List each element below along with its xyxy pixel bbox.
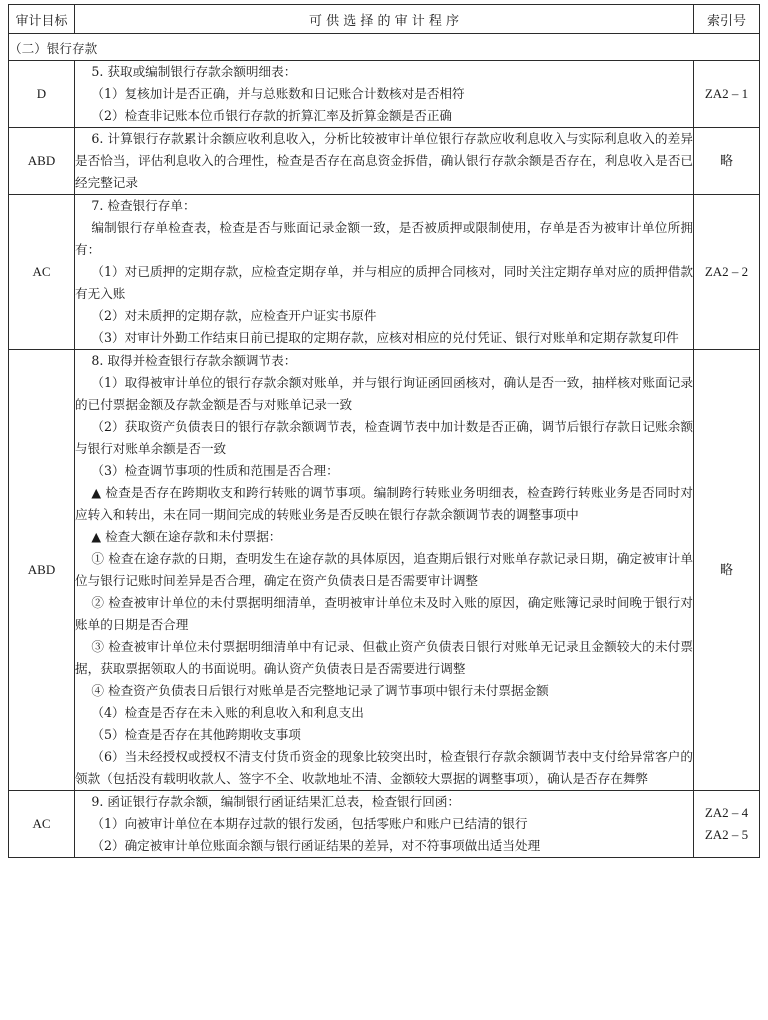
table-row	[9, 350, 760, 791]
procedure-line: （3）检查调节事项的性质和范围是否合理：	[91, 463, 339, 478]
procedure-line: 9. 函证银行存款余额，编制银行函证结果汇总表，检查银行回函：	[91, 794, 461, 809]
procedure-line: （5）检查是否存在其他跨期收支事项	[91, 727, 301, 742]
reference-cell	[694, 61, 760, 128]
procedure-cell	[75, 128, 694, 195]
procedure-line: （4）检查是否存在未入账的利息收入和利息支出	[91, 705, 364, 720]
procedure-line: （6）当未经授权或授权不清支付货币资金的现象比较突出时，检查银行存款余额调节表中支付给异常客户的领款（包括没有载明收款人、签字不全、收款地址不清、金额较大票据的调整事项），确认是否存在舞弊	[75, 749, 693, 786]
reference-number: ZA2 – 2	[704, 264, 749, 279]
procedure-line: ▲ 检查是否存在跨期收支和跨行转账的调节事项。编制跨行转账业务明细表，检查跨行转账业务是否同时对应转入和转出，未在同一期间完成的转账业务是否反映在银行存款余额调节表的调整事项中	[75, 485, 693, 522]
audit-goal-cell: AC	[9, 195, 75, 350]
procedure-line: ▲ 检查大额在途存款和未付票据：	[91, 529, 282, 544]
reference-number: 略	[719, 562, 733, 577]
procedure-line: （1）取得被审计单位的银行存款余额对账单，并与银行询证函回函核对，确认是否一致，抽样核对账面记录的已付票据金额及存款金额是否与对账单记录一致	[75, 375, 693, 412]
procedure-line: （2）确定被审计单位账面余额与银行函证结果的差异，对不符事项做出适当处理	[91, 838, 541, 853]
section-title: （二）银行存款	[9, 34, 760, 61]
audit-goal-cell: ABD	[9, 128, 75, 195]
procedure-line: （1）复核加计是否正确，并与总账数和日记账合计数核对是否相符	[91, 86, 465, 101]
procedure-line: 8. 取得并检查银行存款余额调节表：	[91, 353, 297, 368]
table-row	[9, 61, 760, 128]
header-procedure: 可 供 选 择 的 审 计 程 序	[75, 5, 694, 34]
table-row	[9, 791, 760, 858]
audit-goal-cell: D	[9, 61, 75, 128]
procedure-line: ① 检查在途存款的日期，查明发生在途存款的具体原因，追查期后银行对账单存款记录日期，确定被审计单位与银行记账时间差异是否合理，确定在资产负债表日是否需要审计调整	[75, 551, 693, 588]
procedure-line: （1）向被审计单位在本期存过款的银行发函，包括零账户和账户已结清的银行	[91, 816, 528, 831]
procedure-cell	[75, 791, 694, 858]
procedure-cell	[75, 61, 694, 128]
header-audit-goal: 审计目标	[9, 5, 75, 34]
procedure-line: ③ 检查被审计单位未付票据明细清单中有记录、但截止资产负债表日银行对账单无记录且金额较大的未付票据，获取票据领取人的书面说明。确认资产负债表日是否需要进行调整	[75, 639, 693, 676]
reference-number: ZA2 – 4	[704, 805, 749, 820]
procedure-line: 7. 检查银行存单：	[91, 198, 196, 213]
reference-cell	[694, 350, 760, 791]
procedure-line: ② 检查被审计单位的未付票据明细清单，查明被审计单位未及时入账的原因，确定账簿记录时间晚于银行对账单的日期是否合理	[75, 595, 693, 632]
procedure-cell	[75, 195, 694, 350]
procedure-line: 6. 计算银行存款累计余额应收利息收入，分析比较被审计单位银行存款应收利息收入与实际利息收入的差异是否恰当，评估利息收入的合理性，检查是否存在高息资金拆借，确认银行存款余额是否存在，利息收入是否已经完整记录	[75, 131, 693, 190]
audit-procedure-table	[8, 4, 760, 858]
header-reference: 索引号	[694, 5, 760, 34]
section-row	[9, 34, 760, 61]
table-row	[9, 128, 760, 195]
reference-number: 略	[719, 153, 733, 168]
procedure-line: （2）检查非记账本位币银行存款的折算汇率及折算金额是否正确	[91, 108, 453, 123]
procedure-line: （2）获取资产负债表日的银行存款余额调节表，检查调节表中加计数是否正确，调节后银行存款日记账余额与银行对账单余额是否一致	[75, 419, 693, 456]
audit-goal-cell: ABD	[9, 350, 75, 791]
procedure-cell	[75, 350, 694, 791]
reference-number: ZA2 – 5	[704, 827, 749, 842]
procedure-line: ④ 检查资产负债表日后银行对账单是否完整地记录了调节事项中银行未付票据金额	[91, 683, 549, 698]
procedure-line: （1）对已质押的定期存款，应检查定期存单，并与相应的质押合同核对，同时关注定期存单对应的质押借款有无入账	[75, 264, 693, 301]
procedure-line: 编制银行存单检查表，检查是否与账面记录金额一致，是否被质押或限制使用，存单是否为被审计单位所拥有：	[75, 220, 693, 257]
procedure-line: （3）对审计外勤工作结束日前已提取的定期存款，应核对相应的兑付凭证、银行对账单和定期存款复印件	[91, 330, 679, 345]
reference-number: ZA2 – 1	[704, 86, 749, 101]
procedure-line: （2）对未质押的定期存款，应检查开户证实书原件	[91, 308, 377, 323]
reference-cell	[694, 195, 760, 350]
table-header-row	[9, 5, 760, 34]
reference-cell	[694, 128, 760, 195]
procedure-line: 5. 获取或编制银行存款余额明细表：	[91, 64, 297, 79]
table-row	[9, 195, 760, 350]
audit-goal-cell: AC	[9, 791, 75, 858]
reference-cell	[694, 791, 760, 858]
